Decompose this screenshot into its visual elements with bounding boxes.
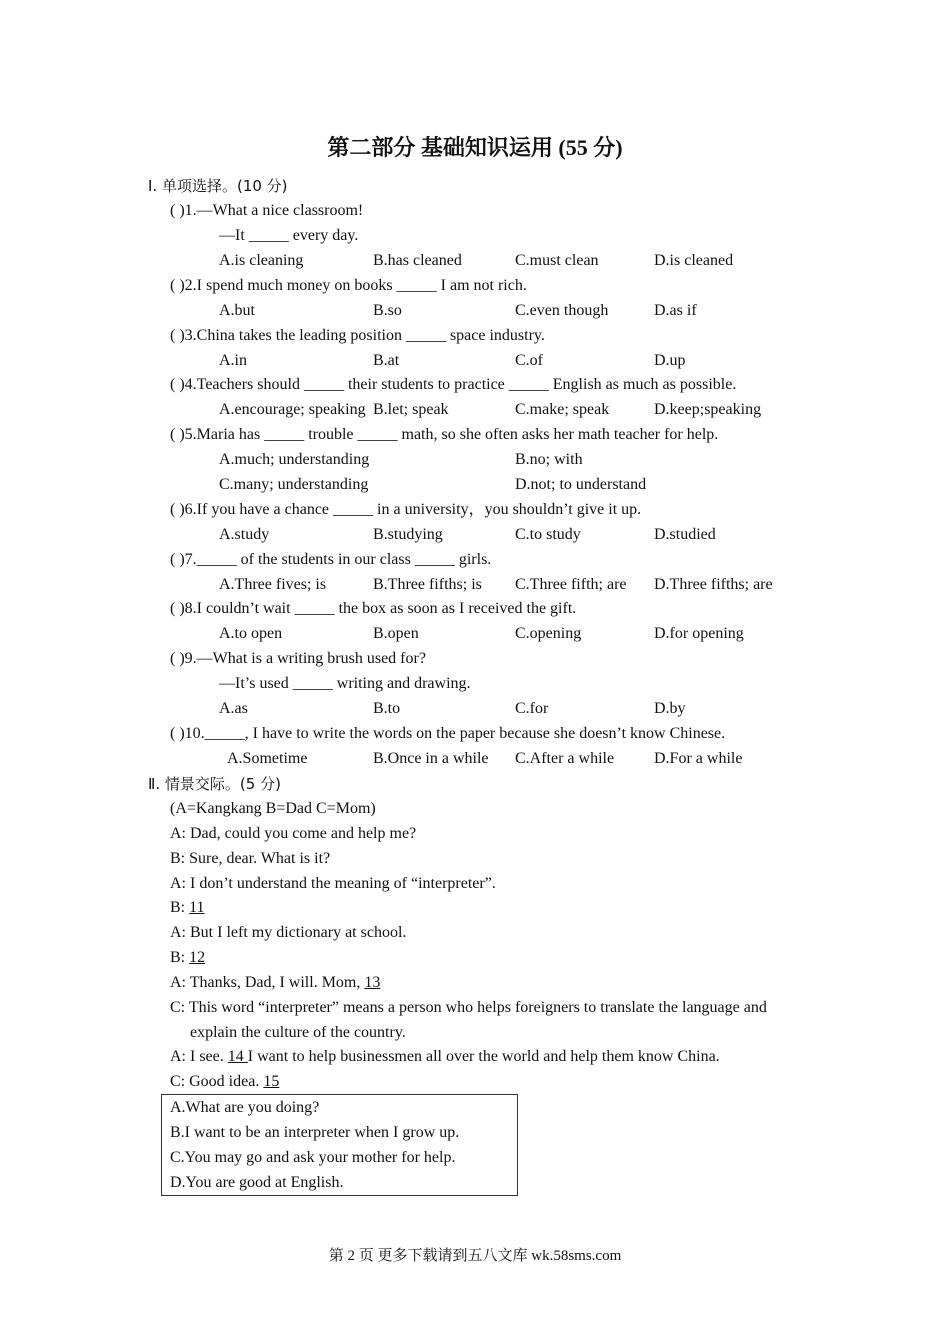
page-title: 第二部分 基础知识运用 (55 分) [327, 135, 623, 160]
dialogue-line [170, 948, 205, 968]
question-1-option-b: B.has cleaned [373, 252, 462, 269]
question-6-option-c: C.to study [515, 526, 581, 543]
dialogue-roles: (A=Kangkang B=Dad C=Mom) [170, 800, 376, 817]
question-3-option-c: C.of [515, 352, 543, 369]
dialogue-line: A: Dad, could you come and help me? [170, 825, 417, 842]
question-8-option-c: C.opening [515, 625, 582, 642]
question-1-stem: ( )1.—What a nice classroom! [170, 202, 364, 219]
question-6-option-b: B.studying [373, 526, 443, 543]
question-1-stem-reply: —It _____ every day. [219, 227, 359, 244]
dialogue-speaker: B: [170, 949, 190, 966]
section-heading-choice: Ⅰ. 单项选择。(10 分) [148, 177, 288, 195]
section-heading-dialogue: Ⅱ. 情景交际。(5 分) [148, 775, 281, 793]
dialogue-line: C: This word “interpreter” means a person who helps foreigners to translate the language and [170, 999, 767, 1016]
question-10-option-b: B.Once in a while [373, 750, 489, 767]
question-10-stem: ( )10._____, I have to write the words on the paper because she doesn’t know Chinese. [170, 725, 726, 742]
question-9-stem-reply: —It’s used _____ writing and drawing. [219, 675, 471, 692]
question-8-option-d: D.for opening [654, 625, 744, 642]
dialogue-line-continued: explain the culture of the country. [190, 1024, 406, 1041]
question-5-option-a: A.much; understanding [219, 451, 370, 468]
question-4-option-a: A.encourage; speaking [219, 401, 366, 418]
question-9-option-b: B.to [373, 700, 401, 717]
question-5-stem: ( )5.Maria has _____ trouble _____ math, so she often asks her math teacher for help. [170, 426, 719, 443]
question-7-stem: ( )7._____ of the students in our class _____ girls. [170, 551, 492, 568]
dialogue-line [170, 1072, 279, 1092]
dialogue-text: I want to help businessmen all over the world and help them know China. [247, 1048, 720, 1065]
dialogue-text: A: I see. [170, 1048, 228, 1065]
question-4-stem: ( )4.Teachers should _____ their students to practice _____ English as much as possible. [170, 376, 737, 393]
dialogue-speaker: B: [170, 899, 190, 916]
box-option-d: D.You are good at English. [170, 1174, 344, 1191]
question-2-option-a: A.but [219, 302, 255, 319]
question-7-option-a: A.Three fives; is [219, 576, 327, 593]
question-5-option-b: B.no; with [515, 451, 583, 468]
blank-13: 13 [364, 974, 381, 991]
dialogue-line [170, 898, 205, 918]
dialogue-line: B: Sure, dear. What is it? [170, 850, 331, 867]
question-3-option-d: D.up [654, 352, 686, 369]
question-7-option-c: C.Three fifth; are [515, 576, 627, 593]
question-10-option-a: A.Sometime [227, 750, 308, 767]
dialogue-text: A: Thanks, Dad, I will. Mom, [170, 974, 365, 991]
question-1-option-a: A.is cleaning [219, 252, 304, 269]
question-8-stem: ( )8.I couldn’t wait _____ the box as soon as I received the gift. [170, 600, 577, 617]
question-1-option-d: D.is cleaned [654, 252, 734, 269]
dialogue-line [170, 973, 380, 993]
question-6-option-d: D.studied [654, 526, 716, 543]
question-3-option-b: B.at [373, 352, 400, 369]
dialogue-text: C: Good idea. [170, 1073, 264, 1090]
question-10-option-c: C.After a while [515, 750, 615, 767]
blank-11: 11 [189, 899, 205, 916]
question-2-option-d: D.as if [654, 302, 697, 319]
question-7-option-d: D.Three fifths; are [654, 576, 773, 593]
question-7-option-b: B.Three fifths; is [373, 576, 482, 593]
question-6-stem: ( )6.If you have a chance _____ in a university，you shouldn’t give it up. [170, 501, 642, 518]
box-option-c: C.You may go and ask your mother for help. [170, 1149, 456, 1166]
question-5-option-c: C.many; understanding [219, 476, 369, 493]
question-9-stem: ( )9.—What is a writing brush used for? [170, 650, 426, 667]
question-9-option-a: A.as [219, 700, 248, 717]
blank-14: 14 [227, 1048, 248, 1065]
page-footer: 第 2 页 更多下载请到五八文库 wk.58sms.com [328, 1248, 622, 1264]
question-4-option-b: B.let; speak [373, 401, 449, 418]
dialogue-line: A: But I left my dictionary at school. [170, 924, 407, 941]
box-option-b: B.I want to be an interpreter when I grow up. [170, 1124, 460, 1141]
question-4-option-c: C.make; speak [515, 401, 610, 418]
question-9-option-c: C.for [515, 700, 549, 717]
question-3-stem: ( )3.China takes the leading position _____ space industry. [170, 327, 545, 344]
question-9-option-d: D.by [654, 700, 686, 717]
question-2-stem: ( )2.I spend much money on books _____ I am not rich. [170, 277, 527, 294]
question-1-option-c: C.must clean [515, 252, 599, 269]
blank-15: 15 [263, 1073, 280, 1090]
question-8-option-b: B.open [373, 625, 419, 642]
question-5-option-d: D.not; to understand [515, 476, 647, 493]
blank-12: 12 [189, 949, 206, 966]
question-6-option-a: A.study [219, 526, 270, 543]
dialogue-line [170, 1047, 720, 1067]
question-2-option-b: B.so [373, 302, 402, 319]
question-8-option-a: A.to open [219, 625, 283, 642]
question-3-option-a: A.in [219, 352, 247, 369]
question-10-option-d: D.For a while [654, 750, 743, 767]
question-4-option-d: D.keep;speaking [654, 401, 762, 418]
question-2-option-c: C.even though [515, 302, 609, 319]
dialogue-line: A: I don’t understand the meaning of “interpreter”. [170, 875, 496, 892]
box-option-a: A.What are you doing? [170, 1099, 320, 1116]
